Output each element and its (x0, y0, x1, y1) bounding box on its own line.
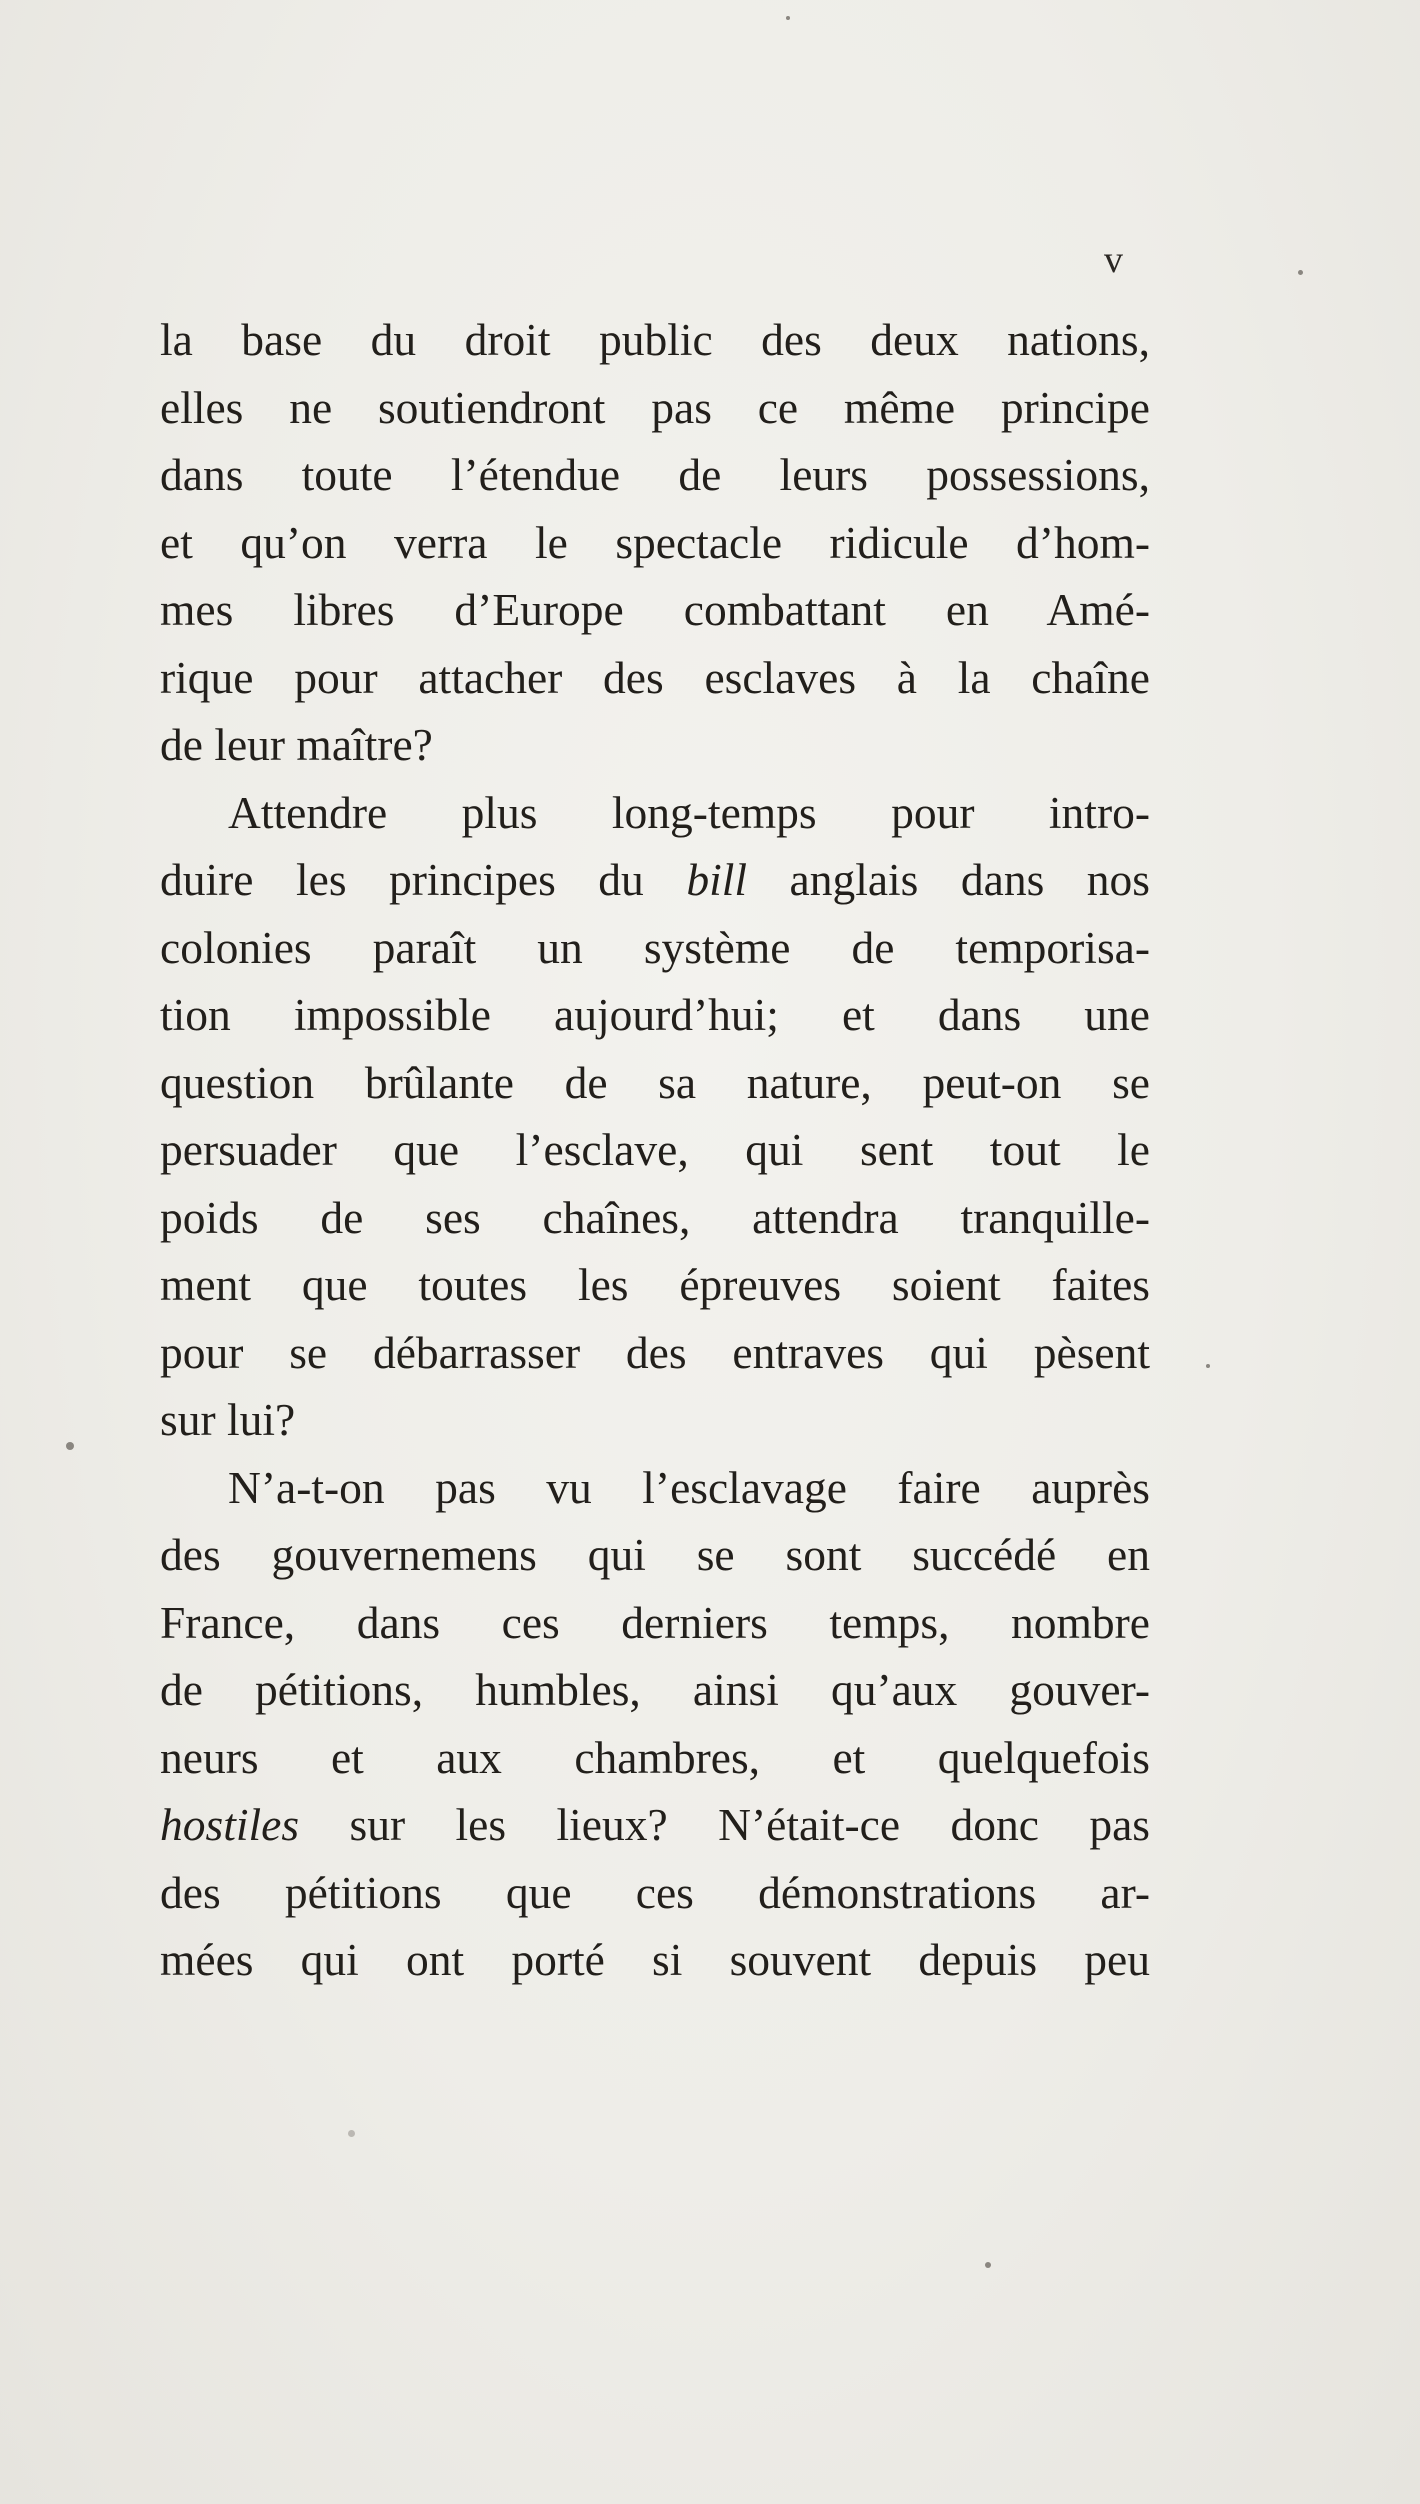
text-segment: sur lui? (160, 1394, 296, 1445)
text-line (160, 981, 1150, 1049)
text-line (160, 1859, 1150, 1927)
paper-speck (985, 2262, 991, 2268)
body-text (160, 306, 1150, 1994)
text-segment: des pétitions que ces démonstrations ar- (160, 1866, 1150, 1918)
text-line (160, 1116, 1150, 1184)
text-line (160, 1589, 1150, 1657)
text-line (160, 914, 1150, 982)
text-line (160, 711, 1150, 779)
text-segment: la base du droit public des deux nations, (160, 314, 1150, 365)
italic-term: hostiles (160, 1799, 300, 1850)
text-segment: de pétitions, humbles, ainsi qu’aux gouver- (160, 1664, 1150, 1715)
text-segment: France, dans ces derniers temps, nombre (160, 1596, 1150, 1648)
text-line (160, 509, 1150, 577)
text-line (160, 644, 1150, 712)
text-line (160, 441, 1150, 509)
text-segment: mées qui ont porté si souvent depuis peu (160, 1934, 1150, 1985)
text-line (160, 576, 1150, 644)
text-segment: anglais dans nos (747, 854, 1150, 905)
text-segment: tion impossible aujourd’hui; et dans une (160, 989, 1150, 1040)
text-line (160, 1724, 1150, 1792)
text-line (160, 1251, 1150, 1319)
text-line (160, 306, 1150, 374)
text-segment: pour se débarrasser des entraves qui pèsent (160, 1326, 1150, 1378)
paper-speck (786, 16, 790, 20)
text-line (160, 1521, 1150, 1589)
text-segment: Attendre plus long-temps pour intro- (228, 786, 1150, 838)
text-segment: rique pour attacher des esclaves à la chaîne (160, 651, 1150, 703)
text-segment: persuader que l’esclave, qui sent tout le (160, 1124, 1150, 1175)
text-segment: sur les lieux? N’était-ce donc pas (299, 1799, 1150, 1850)
paper-speck (66, 1442, 74, 1450)
text-line (160, 1049, 1150, 1117)
text-segment: dans toute l’étendue de leurs possessions, (160, 449, 1150, 500)
text-line (160, 1184, 1150, 1252)
text-line (160, 374, 1150, 442)
paper-speck (1298, 270, 1303, 275)
italic-term: bill (686, 854, 747, 905)
text-segment: ment que toutes les épreuves soient faites (160, 1259, 1150, 1310)
text-segment: colonies paraît un système de temporisa- (160, 921, 1150, 973)
text-segment: elles ne soutiendront pas ce même principe (160, 381, 1150, 433)
paper-speck (1206, 1364, 1210, 1368)
text-line (160, 1319, 1150, 1387)
paper-speck (348, 2130, 355, 2137)
text-segment: question brûlante de sa nature, peut-on se (160, 1056, 1150, 1108)
text-segment: N’a-t-on pas vu l’esclavage faire auprès (228, 1461, 1150, 1513)
text-segment: poids de ses chaînes, attendra tranquille- (160, 1191, 1150, 1243)
text-line (160, 1454, 1150, 1522)
text-segment: des gouvernemens qui se sont succédé en (160, 1529, 1150, 1580)
text-line (160, 1791, 1150, 1859)
text-segment: de leur maître? (160, 719, 433, 770)
text-line (160, 846, 1150, 914)
text-segment: et qu’on verra le spectacle ridicule d’hom- (160, 516, 1150, 568)
text-segment: mes libres d’Europe combattant en Amé- (160, 584, 1150, 635)
text-line (160, 1656, 1150, 1724)
text-segment: duire les principes du (160, 854, 687, 905)
text-line (160, 779, 1150, 847)
text-line (160, 1926, 1150, 1994)
text-line (160, 1386, 1150, 1454)
page-number: v (1104, 239, 1123, 281)
text-segment: neurs et aux chambres, et quelquefois (160, 1731, 1150, 1783)
